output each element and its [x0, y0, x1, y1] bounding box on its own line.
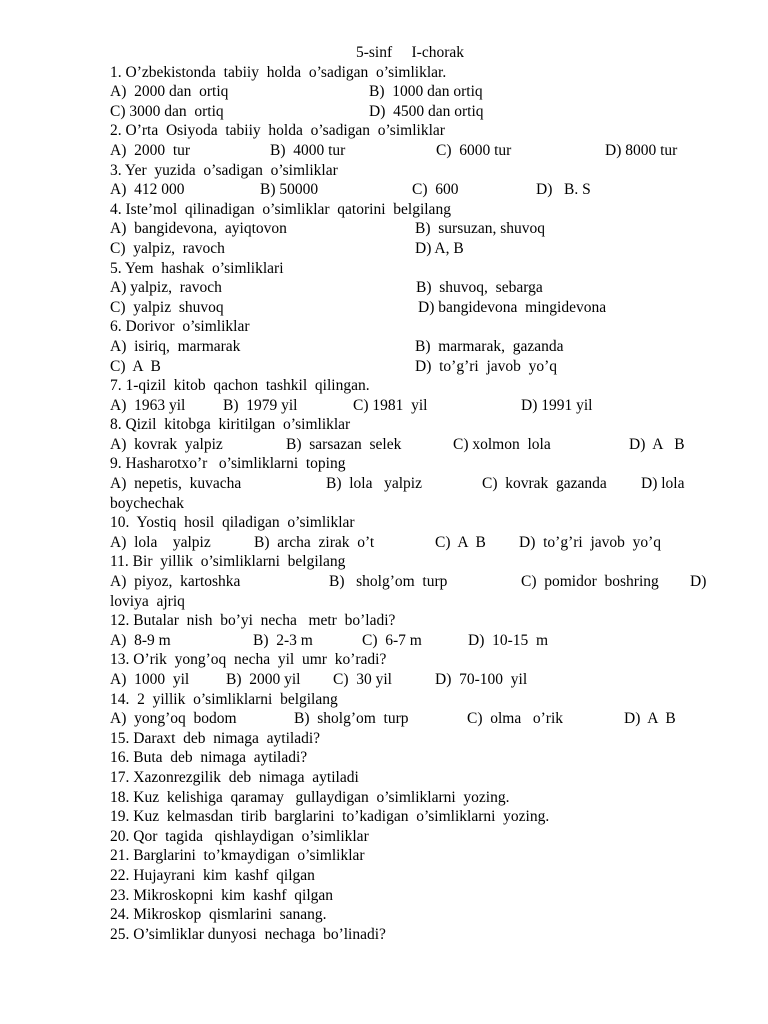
q6-option-d: D) to’g’ri javob yo’q: [415, 357, 558, 375]
q10-option-b: B) archa zirak o’t: [254, 533, 375, 551]
question-2-options: [110, 141, 710, 161]
q8-option-c: C) xolmon lola: [453, 435, 551, 453]
q8-option-b: B) sarsazan selek: [286, 435, 402, 453]
question-15: 15. Daraxt deb nimaga aytiladi?: [110, 729, 321, 747]
q3-option-b: B) 50000: [260, 181, 319, 199]
question-4-options-row-1: [110, 219, 710, 239]
question-5-options-row-2: [110, 298, 710, 318]
q12-option-c: C) 6-7 m: [362, 631, 422, 649]
test-document: [110, 43, 710, 944]
q2-option-a: A) 2000 tur: [110, 141, 191, 159]
q11-option-d: D): [690, 573, 707, 591]
q6-option-c: C) A B: [110, 357, 161, 375]
question-1-options-row-1: [110, 82, 710, 102]
q1-option-c: C) 3000 dan ortiq: [110, 102, 224, 120]
question-5: 5. Yem hashak o’simliklari: [110, 259, 284, 277]
question-1-options-row-2: [110, 102, 710, 122]
question-12: 12. Butalar nish bo’yi necha metr bo’ladi?: [110, 612, 396, 630]
q13-option-c: C) 30 yil: [333, 671, 392, 688]
q10-option-d: D) to’g’ri javob yo’q: [519, 533, 662, 551]
q5-option-a: A) yalpiz, ravoch: [110, 279, 222, 297]
question-10-options: [110, 533, 710, 553]
q12-option-d: D) 10-15 m: [468, 631, 549, 649]
question-6-options-row-1: [110, 337, 710, 357]
question-9: 9. Hasharotxo’r o’simliklarni toping: [110, 455, 346, 473]
question-9-options: [110, 474, 710, 494]
question-18: 18. Kuz kelishiga qaramay gullaydigan o’simliklarni yozing.: [110, 788, 510, 806]
q7-option-b: B) 1979 yil: [223, 396, 298, 414]
q4-option-b: B) sursuzan, shuvoq: [415, 220, 546, 238]
q5-option-b: B) shuvoq, sebarga: [416, 279, 543, 297]
q1-option-d: D) 4500 dan ortiq: [369, 102, 484, 120]
question-23: 23. Mikroskopni kim kashf qilgan: [110, 886, 334, 904]
q8-option-a: A) kovrak yalpiz: [110, 435, 223, 453]
question-7: 7. 1-qizil kitob qachon tashkil qilingan.: [110, 377, 370, 395]
q14-option-c: C) olma o’rik: [467, 710, 563, 728]
question-16: 16. Buta deb nimaga aytiladi?: [110, 749, 308, 767]
question-20: 20. Qor tagida qishlaydigan o’simliklar: [110, 827, 369, 845]
q3-option-c: C) 600: [412, 181, 459, 199]
q5-option-d: D) bangidevona mingidevona: [418, 298, 607, 316]
question-11-option-d-continued: loviya ajriq: [110, 592, 185, 610]
q10-option-c: C) A B: [435, 533, 486, 551]
question-24: 24. Mikroskop qismlarini sanang.: [110, 906, 327, 924]
q14-option-d: D) A B: [624, 710, 676, 728]
q1-option-b: B) 1000 dan ortiq: [369, 83, 483, 101]
q9-option-d: D) lola: [641, 475, 685, 493]
question-1: 1. O’zbekistonda tabiiy holda o’sadigan o’simliklar.: [110, 63, 447, 81]
question-11-options: [110, 572, 710, 592]
q14-option-a: A) yong’oq bodom: [110, 710, 237, 728]
page-title: 5-sinf I-chorak: [355, 44, 465, 61]
q8-option-d: D) A B: [629, 435, 685, 453]
q13-option-a: A) 1000 yil: [110, 671, 190, 688]
q14-option-b: B) sholg’om turp: [294, 710, 409, 728]
question-6-options-row-2: [110, 357, 710, 377]
question-13: 13. O’rik yong’oq necha yil umr ko’radi?: [110, 651, 387, 669]
question-7-options: [110, 396, 710, 416]
question-17: 17. Xazonrezgilik deb nimaga aytiladi: [110, 768, 359, 786]
q12-option-b: B) 2-3 m: [253, 631, 313, 649]
q4-option-c: C) yalpiz, ravoch: [110, 239, 225, 257]
q2-option-b: B) 4000 tur: [270, 141, 346, 159]
q4-option-a: A) bangidevona, ayiqtovon: [110, 220, 287, 238]
q6-option-b: B) marmarak, gazanda: [415, 337, 564, 355]
q4-option-d: D) A, B: [415, 239, 464, 257]
q3-option-a: A) 412 000: [110, 181, 185, 199]
q6-option-a: A) isiriq, marmarak: [110, 337, 241, 355]
question-19: 19. Kuz kelmasdan tirib barglarini to’kadigan o’simliklarni yozing.: [110, 808, 550, 826]
question-3: 3. Yer yuzida o’sadigan o’simliklar: [110, 161, 338, 179]
q9-option-a: A) nepetis, kuvacha: [110, 475, 242, 493]
question-12-options: [110, 631, 710, 651]
question-2: 2. O’rta Osiyoda tabiiy holda o’sadigan o’simliklar: [110, 122, 445, 140]
question-9-option-d-continued: boychechak: [110, 494, 185, 512]
q7-option-c: C) 1981 yil: [353, 396, 428, 414]
q7-option-a: A) 1963 yil: [110, 396, 186, 414]
q7-option-d: D) 1991 yil: [521, 396, 593, 414]
question-3-options: [110, 180, 710, 200]
question-5-options-row-1: [110, 278, 710, 298]
q5-option-c: C) yalpiz shuvoq: [110, 298, 224, 316]
question-8: 8. Qizil kitobga kiritilgan o’simliklar: [110, 416, 351, 434]
q1-option-a: A) 2000 dan ortiq: [110, 83, 229, 101]
q12-option-a: A) 8-9 m: [110, 631, 171, 649]
question-4-options-row-2: [110, 239, 710, 259]
question-21: 21. Barglarini to’kmaydigan o’simliklar: [110, 847, 365, 865]
q13-option-b: B) 2000 yil: [226, 671, 301, 688]
question-14: 14. 2 yillik o’simliklarni belgilang: [110, 690, 338, 708]
question-4: 4. Iste’mol qilinadigan o’simliklar qatorini belgilang: [110, 200, 451, 218]
question-14-options: [110, 709, 710, 729]
q13-option-d: D) 70-100 yil: [435, 671, 528, 688]
q3-option-d: D) B. S: [536, 181, 591, 199]
question-6: 6. Dorivor o’simliklar: [110, 318, 250, 336]
q10-option-a: A) lola yalpiz: [110, 533, 211, 551]
question-22: 22. Hujayrani kim kashf qilgan: [110, 866, 315, 884]
q2-option-c: C) 6000 tur: [436, 141, 512, 159]
q11-option-b: B) sholg’om turp: [329, 573, 448, 591]
question-25: 25. O’simliklar dunyosi nechaga bo’linadi?: [110, 925, 386, 943]
q11-option-a: A) piyoz, kartoshka: [110, 573, 241, 591]
question-11: 11. Bir yillik o’simliklarni belgilang: [110, 553, 346, 571]
question-13-options: [110, 670, 710, 690]
q2-option-d: D) 8000 tur: [605, 141, 678, 159]
question-10: 10. Yostiq hosil qiladigan o’simliklar: [110, 514, 355, 532]
q11-option-c: C) pomidor boshring: [521, 573, 659, 591]
question-8-options: [110, 435, 710, 455]
q9-option-c: C) kovrak gazanda: [482, 475, 607, 493]
q9-option-b: B) lola yalpiz: [326, 475, 422, 493]
